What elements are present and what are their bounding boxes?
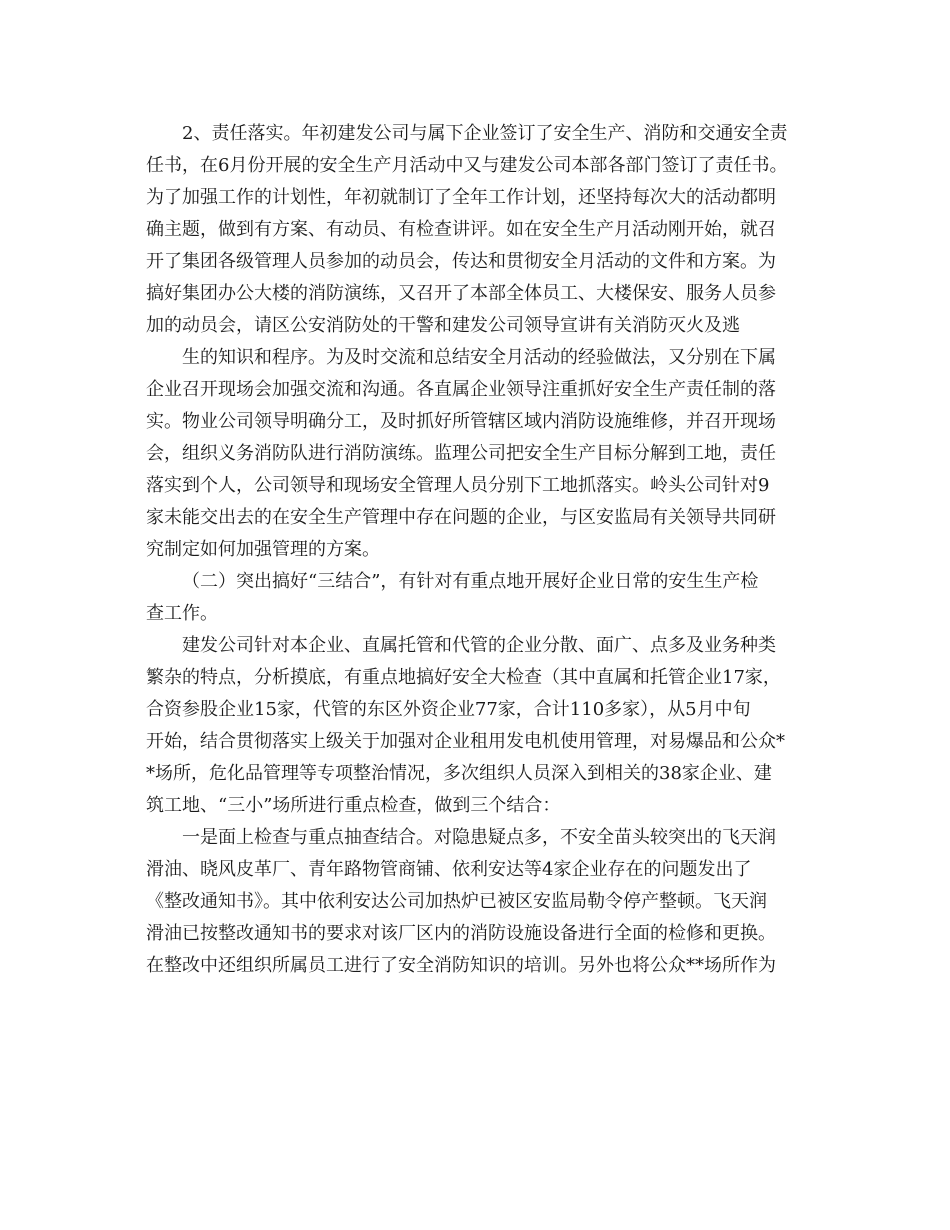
text-line: 究制定如何加强管理的方案。 — [146, 539, 380, 560]
text-line: 生的知识和程序。为及时交流和总结安全月活动的经验做法，又分别在下属 — [182, 347, 776, 368]
text-line: 滑油、晓风皮革厂、青年路物管商铺、依利安达等4家企业存在的问题发出了 — [146, 859, 752, 880]
text-line: 开了集团各级管理人员参加的动员会，传达和贯彻安全月活动的文件和方案。为 — [146, 251, 776, 272]
text-line: *场所，危化品管理等专项整治情况，多次组织人员深入到相关的38家企业、建 — [146, 763, 772, 784]
text-line: 建发公司针对本企业、直属托管和代管的企业分散、面广、点多及业务种类 — [182, 635, 776, 656]
text-line: 任书，在6月份开展的安全生产月活动中又与建发公司本部各部门签订了责任书。 — [146, 155, 788, 176]
text-line: 确主题，做到有方案、有动员、有检查讲评。如在安全生产月活动刚开始，就召 — [146, 219, 776, 240]
text-line: 繁杂的特点，分析摸底，有重点地搞好安全大检查（其中直属和托管企业17家， — [146, 667, 781, 688]
text-line: 家未能交出去的在安全生产管理中存在问题的企业，与区安监局有关领导共同研 — [146, 507, 776, 528]
text-line: 搞好集团办公大楼的消防演练，又召开了本部全体员工、大楼保安、服务人员参 — [146, 283, 776, 304]
text-line: 滑油已按整改通知书的要求对该厂区内的消防设施设备进行全面的检修和更换。 — [146, 923, 776, 944]
text-line: 筑工地、“三小”场所进行重点检查，做到三个结合： — [146, 795, 561, 816]
document-body — [146, 118, 810, 982]
text-line: 合资参股企业15家，代管的东区外资企业77家，合计110多家），从5月中旬 — [146, 699, 751, 720]
text-line: （二）突出搞好“三结合”，有针对有重点地开展好企业日常的安生生产检 — [182, 571, 759, 592]
text-line: 落实到个人，公司领导和现场安全管理人员分别下工地抓落实。岭头公司针对9 — [146, 475, 770, 496]
text-line: 在整改中还组织所属员工进行了安全消防知识的培训。另外也将公众**场所作为 — [146, 955, 776, 976]
text-line: 《整改通知书》。其中依利安达公司加热炉已被区安监局勒令停产整顿。飞天润 — [146, 891, 767, 912]
text-line: 一是面上检查与重点抽查结合。对隐患疑点多，不安全苗头较突出的飞天润 — [182, 827, 776, 848]
text-line: 实。物业公司领导明确分工，及时抓好所管辖区域内消防设施维修，并召开现场 — [146, 411, 776, 432]
text-line: 为了加强工作的计划性，年初就制订了全年工作计划，还坚持每次大的活动都明 — [146, 187, 776, 208]
text-line: 开始，结合贯彻落实上级关于加强对企业租用发电机使用管理，对易爆品和公众* — [146, 731, 785, 752]
text-line: 企业召开现场会加强交流和沟通。各直属企业领导注重抓好安全生产责任制的落 — [146, 379, 776, 400]
text-line: 2、责任落实。年初建发公司与属下企业签订了安全生产、消防和交通安全责 — [182, 123, 788, 144]
text-line: 查工作。 — [146, 603, 218, 624]
text-line: 加的动员会，请区公安消防处的干警和建发公司领导宣讲有关消防灭火及逃 — [146, 315, 740, 336]
text-line: 会，组织义务消防队进行消防演练。监理公司把安全生产目标分解到工地，责任 — [146, 443, 776, 464]
